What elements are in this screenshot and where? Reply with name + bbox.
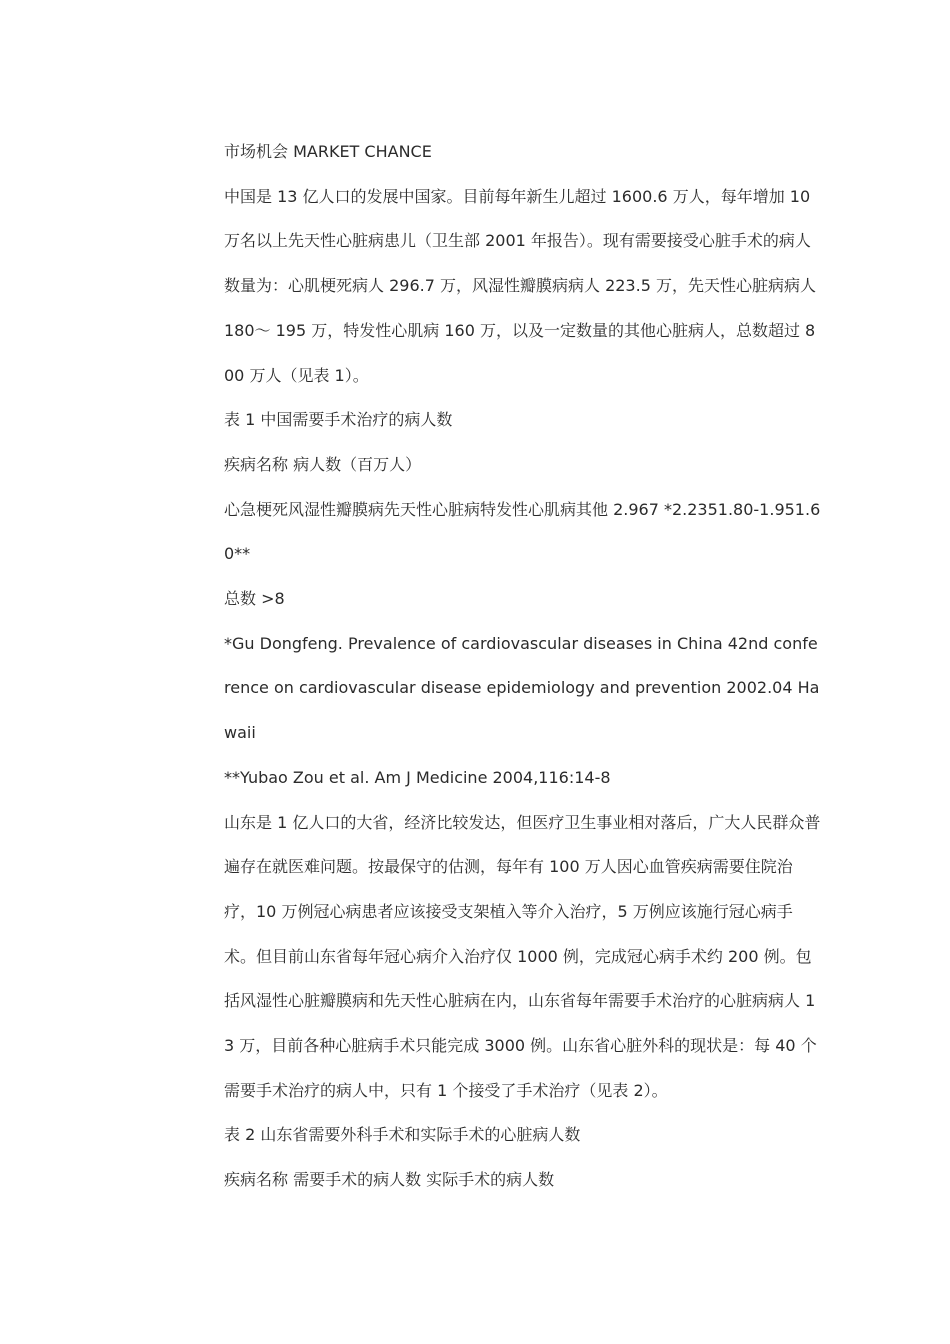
table1-total: 总数 >8: [224, 589, 285, 609]
table2-title: 表 2 山东省需要外科手术和实际手术的心脏病人数: [224, 1125, 581, 1145]
table2-header: 疾病名称 需要手术的病人数 实际手术的病人数: [224, 1170, 555, 1190]
table1-title: 表 1 中国需要手术治疗的病人数: [224, 410, 453, 430]
paragraph-market-overview: 中国是 13 亿人口的发展中国家。目前每年新生儿超过 1600.6 万人，每年增加 10 万名以上先天性心脏病患儿（卫生部 2001 年报告）。现有需要接受心脏手术的病人数量为：心肌梗死病人 296.7 万，风湿性瓣膜病病人 223.5 万，先天性心脏病病人 180～ 195 万，特发性心肌病 160 万，以及一定数量的其他心脏病人，总数超过 800 万人（见表 1）。: [224, 186, 816, 385]
section-heading: 市场机会 MARKET CHANCE: [224, 142, 432, 161]
paragraph-shandong: 山东是 1 亿人口的大省，经济比较发达，但医疗卫生事业相对落后，广大人民群众普遍存在就医难问题。按最保守的估测，每年有 100 万人因心血管疾病需要住院治疗，10 万例冠心病患者应该接受支架植入等介入治疗，5 万例应该施行冠心病手术。但目前山东省每年冠心病介入治疗仅 1000 例，完成冠心病手术约 200 例。包括风湿性心脏瓣膜病和先天性心脏病在内，山东省每年需要手术治疗的心脏病病人 13 万，目前各种心脏病手术只能完成 3000 例。山东省心脏外科的现状是：每 40 个需要手术治疗的病人中，只有 1 个接受了手术治疗（见表 2）。: [224, 812, 821, 1100]
document-body: [224, 130, 824, 1203]
table1-header: 疾病名称 病人数（百万人）: [224, 454, 422, 474]
table1-row: 心急梗死风湿性瓣膜病先天性心脏病特发性心肌病其他 2.967 *2.2351.80-1.951.60**: [224, 499, 821, 564]
reference-1: *Gu Dongfeng. Prevalence of cardiovascular diseases in China 42nd conference on cardiovascular disease epidemiology and prevention 2002.04 Hawaii: [224, 633, 820, 743]
reference-2: **Yubao Zou et al. Am J Medicine 2004,116:14-8: [224, 767, 611, 787]
